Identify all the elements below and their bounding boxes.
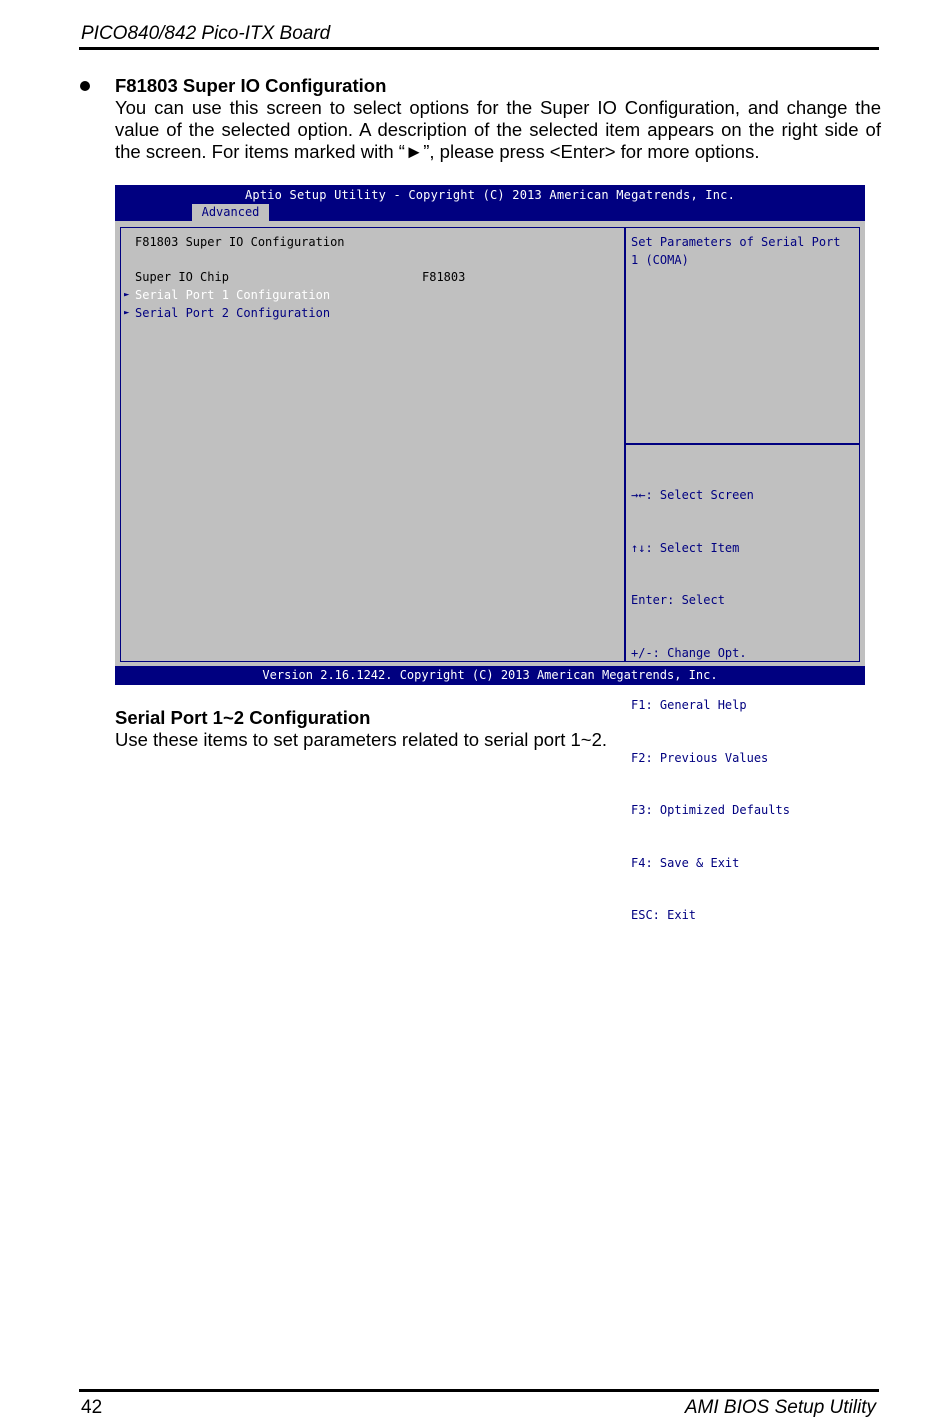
super-io-chip-value: F81803 bbox=[422, 270, 466, 284]
key-previous-values: F2: Previous Values bbox=[631, 750, 769, 765]
key-change-opt: +/-: Change Opt. bbox=[631, 645, 747, 660]
section-body: You can use this screen to select options for the Super IO Configuration, and change the value of the selected option. A description of the selected item appears on the right side of the screen. For items marked with “►”, please press <Enter> for more options. bbox=[115, 97, 881, 162]
bios-title-bar bbox=[115, 185, 865, 221]
key-enter-select: Enter: Select bbox=[631, 593, 725, 607]
key-esc-exit: ESC: Exit bbox=[631, 908, 697, 922]
key-general-help: F1: General Help bbox=[631, 698, 747, 712]
footer-divider bbox=[79, 1389, 879, 1392]
key-select-screen: →←: Select Screen bbox=[631, 488, 754, 502]
key-optimized-defaults: F3: Optimized Defaults bbox=[631, 803, 790, 817]
bios-key-legend bbox=[631, 452, 790, 960]
bios-title: Aptio Setup Utility - Copyright (C) 2013 American Megatrends, Inc. bbox=[244, 188, 736, 202]
key-save-exit: F4: Save & Exit bbox=[631, 855, 740, 870]
key-select-item: ↑↓: Select Item bbox=[631, 540, 740, 555]
serial-port-1-configuration-item[interactable]: Serial Port 1 Configuration bbox=[135, 288, 331, 302]
bios-page-heading: F81803 Super IO Configuration bbox=[135, 235, 345, 249]
bullet-icon bbox=[80, 81, 90, 91]
section-heading: F81803 Super IO Configuration bbox=[115, 75, 387, 96]
submenu-arrow-icon: ► bbox=[124, 290, 130, 300]
submenu-arrow-icon: ► bbox=[124, 307, 130, 318]
bios-footer-bar bbox=[115, 666, 865, 685]
serial-port-2-configuration-item[interactable]: Serial Port 2 Configuration bbox=[135, 305, 331, 320]
running-header: PICO840/842 Pico-ITX Board bbox=[81, 23, 331, 44]
subsection-heading: Serial Port 1~2 Configuration bbox=[115, 707, 371, 728]
bios-version-text: Version 2.16.1242. Copyright (C) 2013 American Megatrends, Inc. bbox=[262, 668, 718, 682]
bios-help-text: Set Parameters of Serial Port 1 (COMA) bbox=[631, 235, 841, 267]
running-footer: AMI BIOS Setup Utility bbox=[684, 1397, 876, 1418]
subsection-body: Use these items to set parameters related to serial port 1~2. bbox=[115, 729, 608, 750]
header-divider bbox=[79, 47, 879, 50]
tab-advanced[interactable]: Advanced bbox=[192, 204, 269, 221]
page-number: 42 bbox=[81, 1397, 103, 1418]
super-io-chip-label: Super IO Chip bbox=[135, 270, 229, 284]
